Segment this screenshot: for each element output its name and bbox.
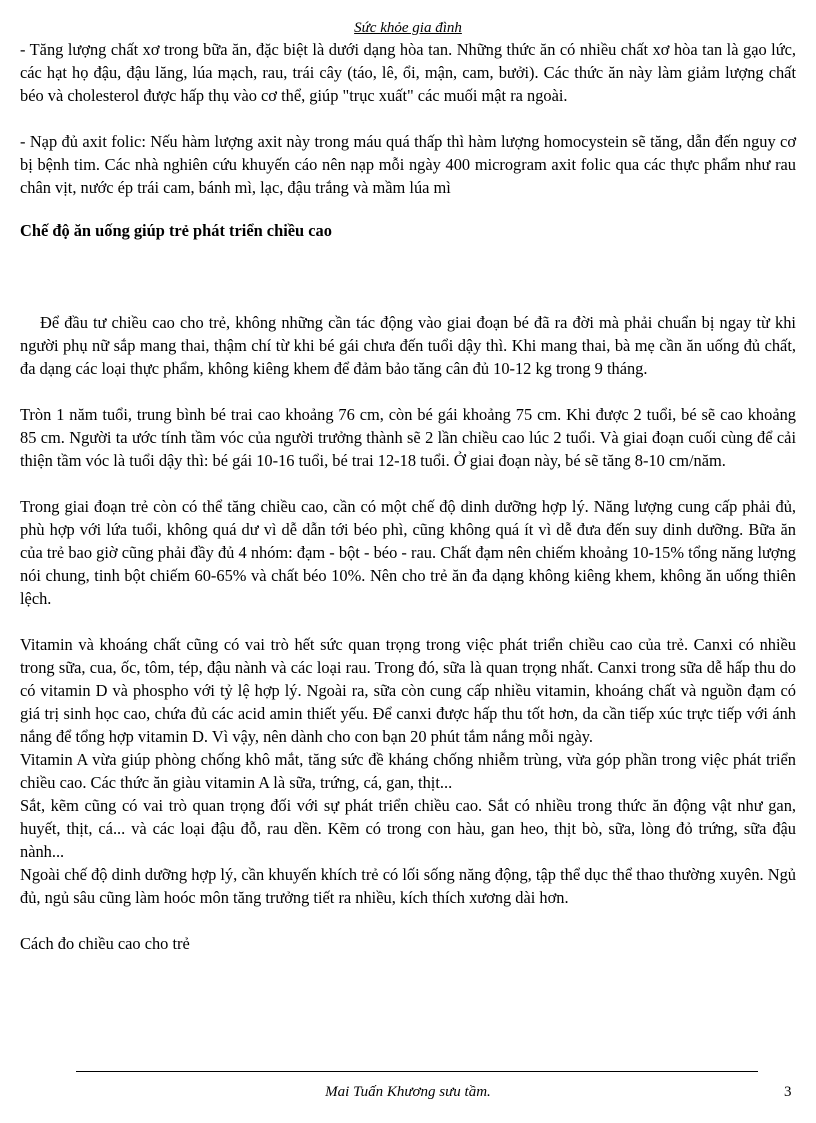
section-heading: Chế độ ăn uống giúp trẻ phát triển chiều cao — [20, 221, 332, 240]
lifestyle-text: Ngoài chế độ dinh dưỡng hợp lý, cần khuyến khích trẻ có lối sống năng động, tập thể dục thể thao thường xuyên. Ngủ đủ, ngủ sâu cũng làm hoóc môn tăng trưởng tiết ra nhiều, kích thích xương dài hơn. — [20, 865, 796, 907]
document-body — [20, 38, 796, 955]
footer-divider — [76, 1071, 758, 1072]
paragraph-nutrition: Trong giai đoạn trẻ còn có thể tăng chiều cao, cần có một chế độ dinh dưỡng hợp lý. Năng lượng cung cấp phải đủ, phù hợp với lứa tuổi, không quá dư vì dễ dẫn tới béo phì, cũng không quá ít vì dễ đưa đến suy dinh dưỡng. Bữa ăn của trẻ bao giờ cũng phải đầy đủ 4 nhóm: đạm - bột - béo - rau. Chất đạm nên chiếm khoảng 10-15% tổng năng lượng nói chung, tinh bột chiếm 60-65% và chất béo 10%. Nên cho trẻ ăn đa dạng không kiêng khem, không ăn uống thiên lệch. — [20, 497, 796, 608]
paragraph-measure-height: Cách đo chiều cao cho trẻ — [20, 934, 190, 953]
paragraph-vitamins-minerals — [20, 633, 796, 909]
paragraph-height-investment: Để đầu tư chiều cao cho trẻ, không những cần tác động vào giai đoạn bé đã ra đời mà phải chuẩn bị ngay từ khi người phụ nữ sắp mang thai, thậm chí từ khi bé gái chưa đến tuổi dậy thì. Khi mang thai, bà mẹ cần ăn uống đủ chất, đa dạng các loại thực phẩm, không kiêng khem để đảm bảo tăng cân đủ 10-12 kg trong 9 tháng. — [20, 313, 796, 378]
page-number: 3 — [784, 1084, 792, 1100]
iron-zinc-text: Sắt, kẽm cũng có vai trò quan trọng đối với sự phát triển chiều cao. Sắt có nhiều trong thức ăn động vật như gan, huyết, thịt, cá... và các loại đậu đỗ, rau dền. Kẽm có trong con hàu, gan heo, thịt bò, sữa, lòng đỏ trứng, sữa đậu nành... — [20, 796, 796, 861]
vitamin-a-text: Vitamin A vừa giúp phòng chống khô mắt, tăng sức đề kháng chống nhiễm trùng, vừa góp phần trong việc phát triển chiều cao. Các thức ăn giàu vitamin A là sữa, trứng, cá, gan, thịt... — [20, 750, 796, 792]
paragraph-folic-acid: - Nạp đủ axit folic: Nếu hàm lượng axit này trong máu quá thấp thì hàm lượng homocystein sẽ tăng, dẫn đến nguy cơ bị bệnh tim. Các nhà nghiên cứu khuyến cáo nên nạp mỗi ngày 400 microgram axit folic qua các thực phẩm như rau chân vịt, nước ép trái cam, bánh mì, lạc, đậu trắng và mầm lúa mì — [20, 132, 796, 197]
page-header: Sức khỏe gia đình — [354, 20, 462, 36]
footer-credit: Mai Tuấn Khương sưu tầm. — [325, 1084, 491, 1100]
vitamin-calcium-text: Vitamin và khoáng chất cũng có vai trò hết sức quan trọng trong việc phát triển chiều cao của trẻ. Canxi có nhiều trong sữa, cua, ốc, tôm, tép, đậu nành và các loại rau. Trong đó, sữa là quan trọng nhất. Canxi trong sữa dễ hấp thu do có vitamin D và phospho với tỷ lệ hợp lý. Ngoài ra, sữa còn cung cấp nhiều vitamin, khoáng chất và nguồn đạm có giá trị sinh học cao, chứa đủ các acid amin thiết yếu. Để canxi được hấp thu tốt hơn, da cần tiếp xúc trực tiếp với ánh nắng để tổng hợp vitamin D. Vì vậy, nên dành cho con bạn 20 phút tắm nắng mỗi ngày. — [20, 635, 796, 746]
paragraph-fiber: - Tăng lượng chất xơ trong bữa ăn, đặc biệt là dưới dạng hòa tan. Những thức ăn có nhiều chất xơ hòa tan là gạo lức, các hạt họ đậu, đậu lăng, lúa mạch, rau, trái cây (táo, lê, ổi, mận, cam, bưởi). Các thức ăn này làm giảm lượng chất béo và cholesterol được hấp thụ vào cơ thể, giúp "trục xuất" các muối mật ra ngoài. — [20, 40, 796, 105]
paragraph-growth-stages: Tròn 1 năm tuổi, trung bình bé trai cao khoảng 76 cm, còn bé gái khoảng 75 cm. Khi được 2 tuổi, bé sẽ cao khoảng 85 cm. Người ta ước tính tầm vóc của người trưởng thành sẽ 2 lần chiều cao lúc 2 tuổi. Và giai đoạn cuối cùng để cải thiện tầm vóc là tuổi dậy thì: bé gái 10-16 tuổi, bé trai 12-18 tuổi. Ở giai đoạn này, bé sẽ tăng 8-10 cm/năm. — [20, 405, 796, 470]
